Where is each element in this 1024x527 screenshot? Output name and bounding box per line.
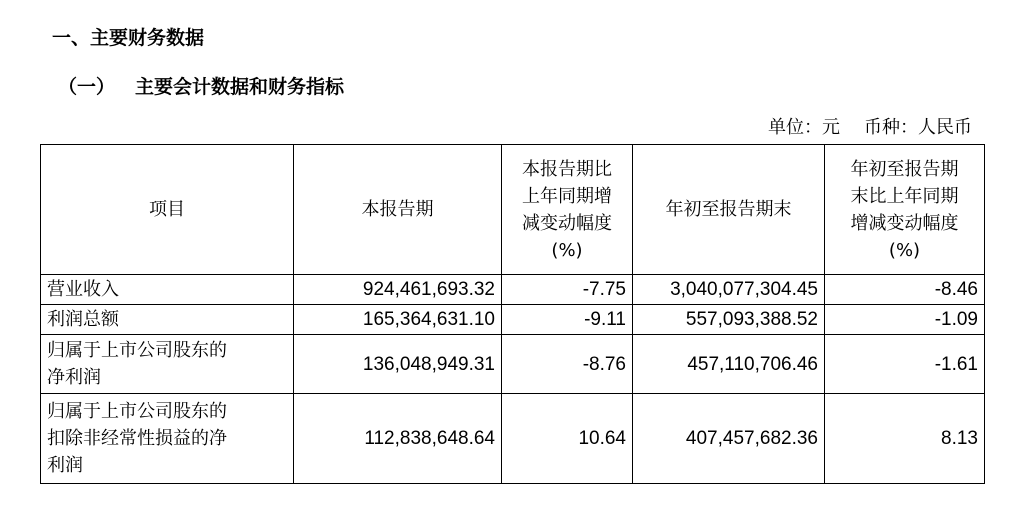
header-line: 减变动幅度 xyxy=(522,212,612,234)
cell-ytd-change: -1.61 xyxy=(825,335,985,394)
item-line: 扣除非经常性损益的净 xyxy=(47,428,227,449)
header-current-change xyxy=(502,145,633,275)
cell-ytd: 3,040,077,304.45 xyxy=(633,275,825,305)
row-item-label xyxy=(41,394,294,484)
table-row xyxy=(41,394,985,484)
item-line: 归属于上市公司股东的 xyxy=(47,340,227,361)
header-ytd-change xyxy=(825,145,985,275)
cell-ytd: 407,457,682.36 xyxy=(633,394,825,484)
header-line: 增减变动幅度 xyxy=(850,212,959,234)
unit-label: 单位：元 xyxy=(768,117,840,138)
item-line: 净利润 xyxy=(47,367,101,388)
financial-data-table xyxy=(40,144,985,484)
cell-current-change: -8.76 xyxy=(502,335,633,394)
cell-current-change: 10.64 xyxy=(502,394,633,484)
header-line: 年初至报告期 xyxy=(850,158,959,180)
cell-ytd-change: 8.13 xyxy=(825,394,985,484)
header-line: (%) xyxy=(551,239,583,261)
item-line: 营业收入 xyxy=(47,279,119,300)
unit-currency-line xyxy=(768,115,972,141)
item-line: 利润 xyxy=(47,455,83,476)
header-line: 本报告期比 xyxy=(522,158,612,180)
header-line: 末比上年同期 xyxy=(850,185,959,207)
cell-ytd: 557,093,388.52 xyxy=(633,305,825,335)
table-row xyxy=(41,275,985,305)
table-header-row xyxy=(41,145,985,275)
cell-ytd: 457,110,706.46 xyxy=(633,335,825,394)
cell-current: 924,461,693.32 xyxy=(294,275,502,305)
header-ytd: 年初至报告期末 xyxy=(633,145,825,275)
subsection-heading xyxy=(58,73,344,101)
header-item: 项目 xyxy=(41,145,294,275)
cell-current: 112,838,648.64 xyxy=(294,394,502,484)
item-line: 利润总额 xyxy=(47,309,119,330)
table-row xyxy=(41,305,985,335)
section-title: 一、主要财务数据 xyxy=(52,27,205,49)
row-item-label xyxy=(41,335,294,394)
cell-ytd-change: -1.09 xyxy=(825,305,985,335)
cell-current: 136,048,949.31 xyxy=(294,335,502,394)
cell-current-change: -9.11 xyxy=(502,305,633,335)
cell-current-change: -7.75 xyxy=(502,275,633,305)
item-line: 归属于上市公司股东的 xyxy=(47,401,227,422)
subsection-number: （一） xyxy=(58,76,116,98)
cell-current: 165,364,631.10 xyxy=(294,305,502,335)
header-line: (%) xyxy=(888,239,921,261)
row-item-label xyxy=(41,275,294,305)
table-row xyxy=(41,335,985,394)
row-item-label xyxy=(41,305,294,335)
currency-label: 币种：人民币 xyxy=(864,117,972,138)
subsection-title: 主要会计数据和财务指标 xyxy=(135,76,345,98)
header-current-period: 本报告期 xyxy=(294,145,502,275)
header-line: 上年同期增 xyxy=(522,185,612,207)
cell-ytd-change: -8.46 xyxy=(825,275,985,305)
